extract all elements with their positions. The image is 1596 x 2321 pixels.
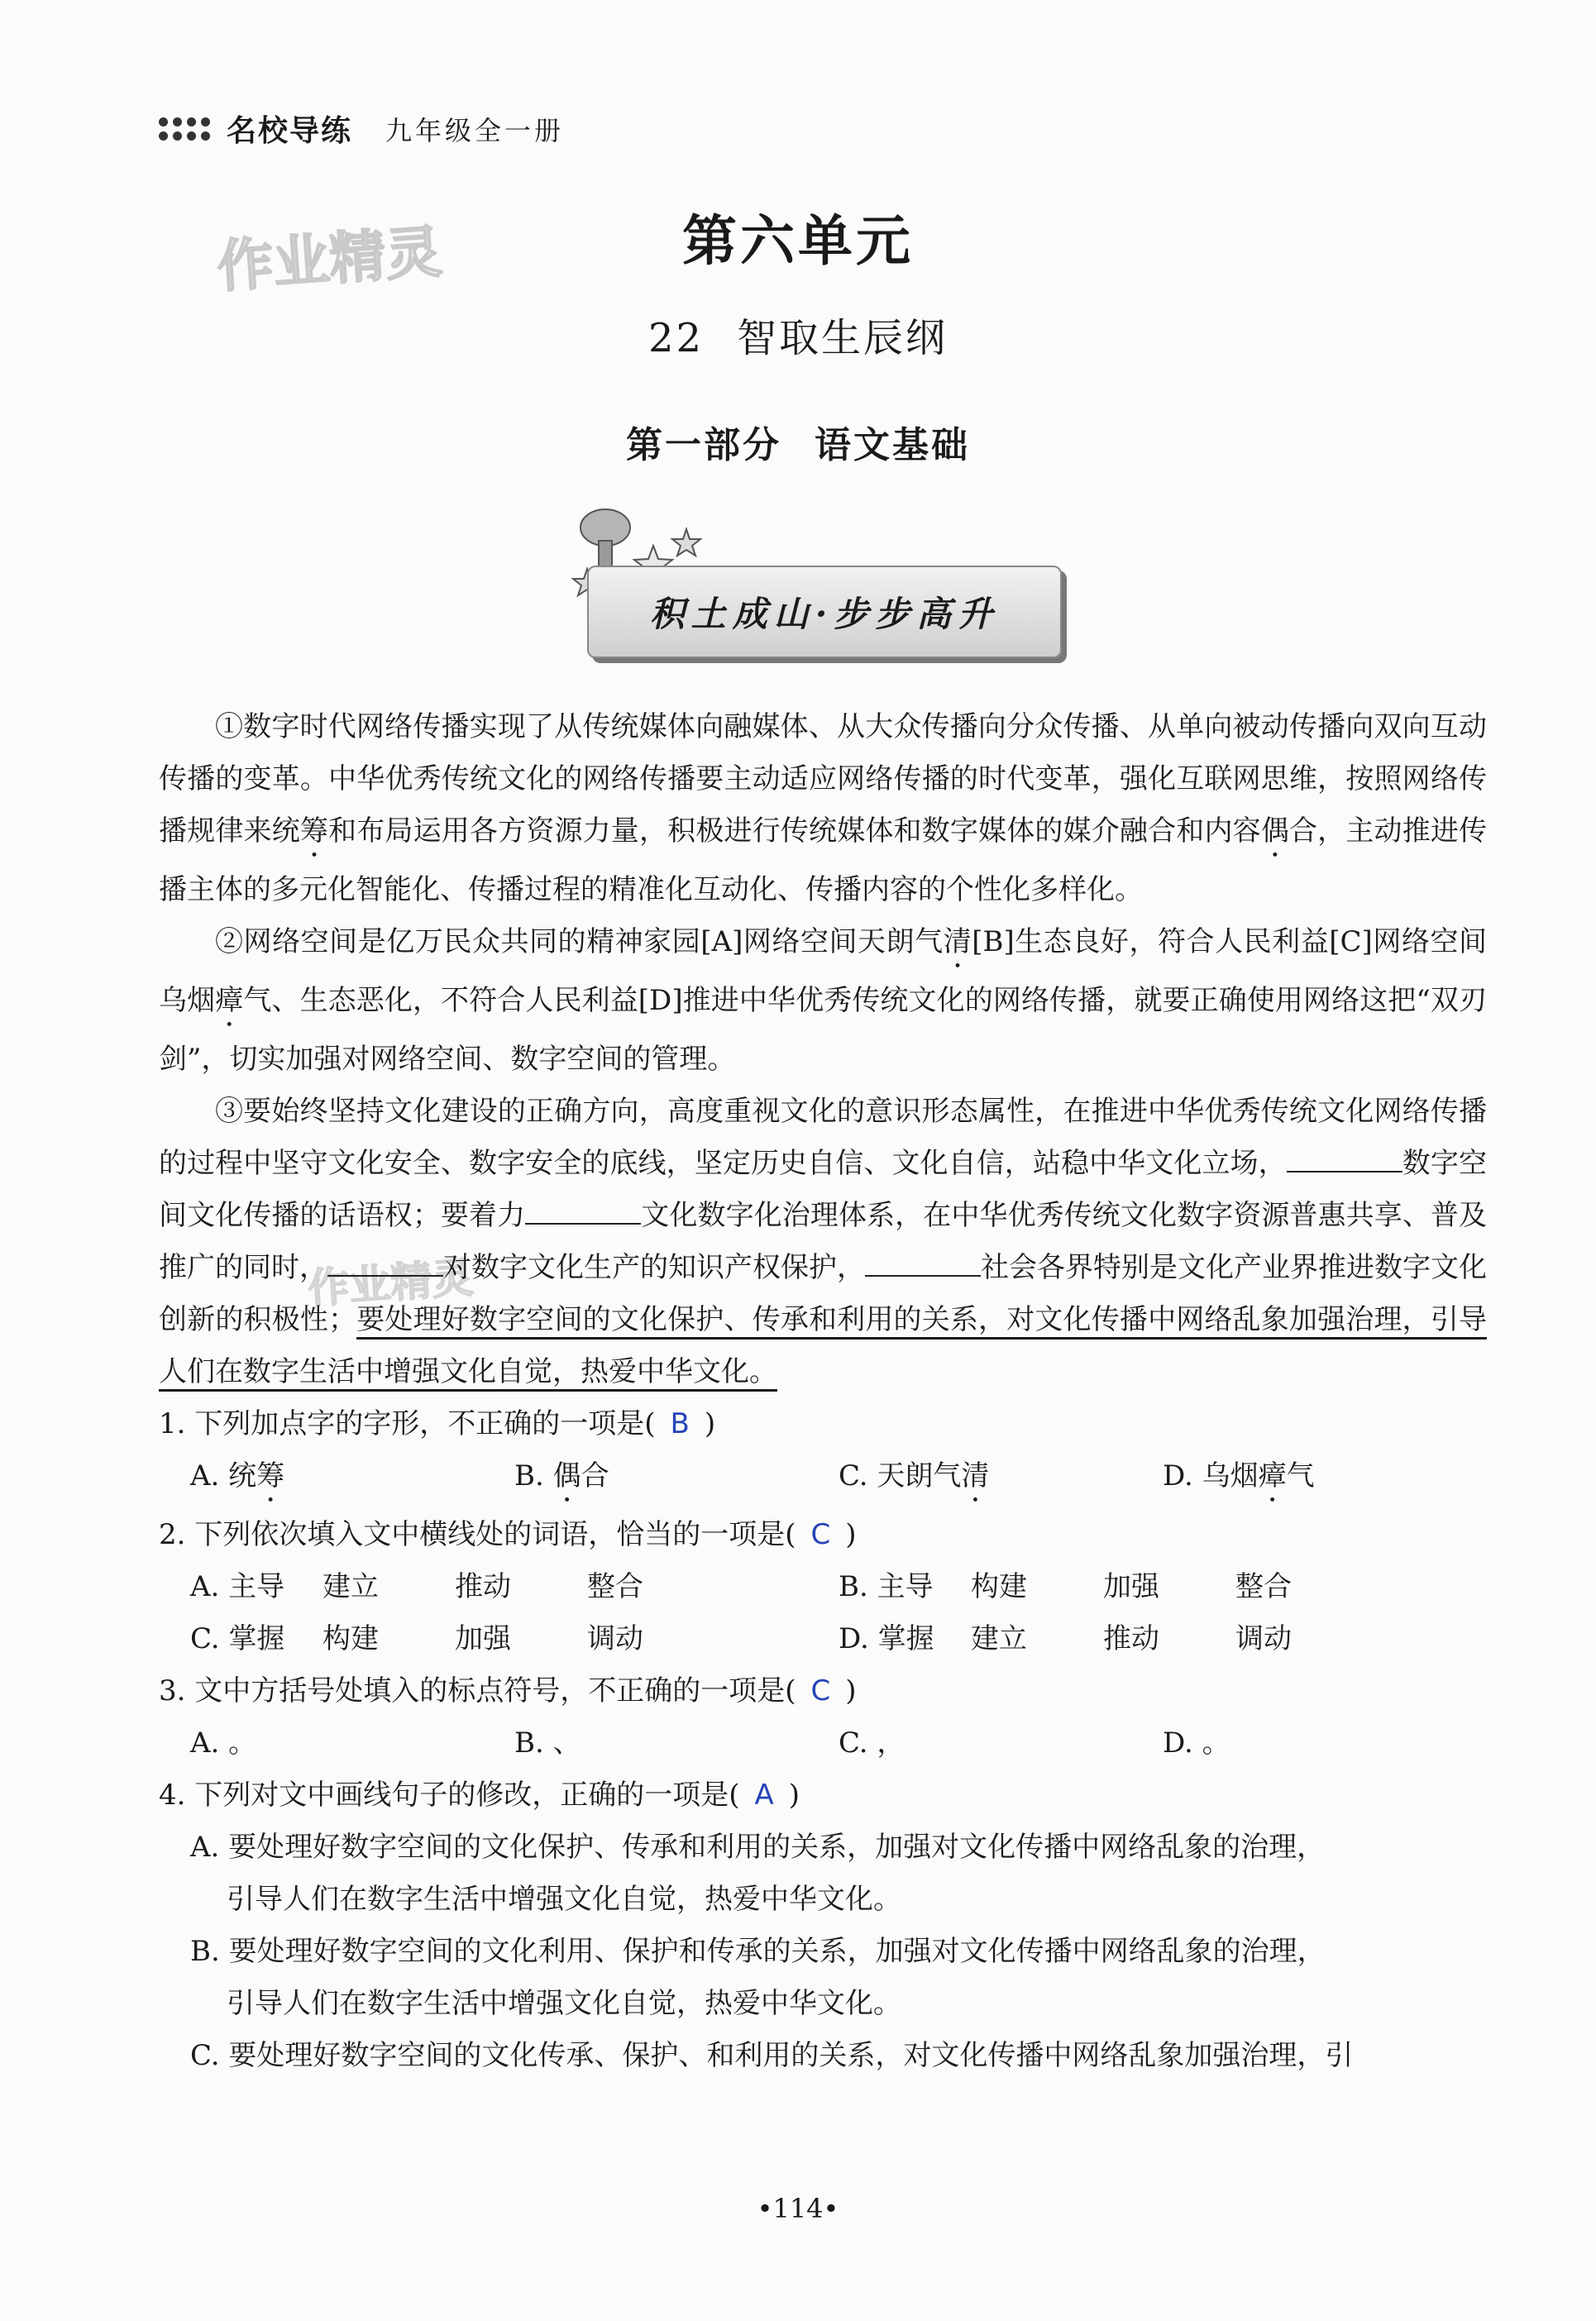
option-3a[interactable]: A. 。: [190, 1726, 257, 1760]
option-4b[interactable]: B. 要处理好数字空间的文化利用、保护和传承的关系，加强对文化传播中网络乱象的治理， 引导人们在数字生活中增强文化自觉，热爱中华文化。: [190, 1935, 1326, 2020]
lesson-title: 智取生辰纲: [737, 315, 949, 361]
answer-1: B: [670, 1407, 690, 1440]
passage: [159, 701, 1487, 2082]
option-2b[interactable]: B. 主导 构建 加强 整合: [839, 1570, 1292, 1603]
question-3-options: [159, 1717, 1487, 1769]
answer-4: A: [754, 1779, 774, 1812]
watermark-middle: 作业精灵: [306, 1254, 475, 1313]
fill-blank-2[interactable]: [525, 1195, 641, 1225]
dots-logo-icon: [159, 117, 210, 141]
option-4c[interactable]: C. 要处理好数字空间的文化传承、保护、和利用的关系，对文化传播中网络乱象加强治理，引: [190, 2039, 1354, 2072]
part-name: 语文基础: [815, 424, 970, 466]
part-label: 第一部分: [626, 424, 781, 466]
grade-label: 九年级全一册: [385, 114, 565, 146]
question-1-options: [159, 1450, 1487, 1509]
page-header: [159, 107, 564, 150]
passage-paragraph-2: ②网络空间是亿万民众共同的精神家园[A]网络空间天朗气清[B]生态良好，符合人民利益[C]网络空间乌烟瘴气、生态恶化，不符合人民利益[D]推进中华优秀传统文化的网络传播，就要正确使用网络这把“双刃剑”，切实加强对网络空间、数字空间的管理。: [159, 925, 1488, 1076]
option-2d[interactable]: D. 掌握 建立 推动 调动: [839, 1622, 1292, 1655]
underlined-sentence: 要处理好数字空间的文化保护、传承和利用的关系，对文化传播中网络乱象加强治理，引导人们在数字生活中增强文化自觉，热爱中华文化。: [159, 1303, 1488, 1388]
question-3: 3. 文中方括号处填入的标点符号，不正确的一项是( C ): [159, 1674, 857, 1707]
unit-title: 第六单元: [682, 208, 914, 273]
option-2a[interactable]: A. 主导 建立 推动 整合: [190, 1570, 643, 1603]
page-number: •114•: [757, 2193, 839, 2224]
question-2-options-row-1: [159, 1561, 1487, 1613]
lesson-number: 22: [647, 315, 705, 361]
question-1: 1. 下列加点字的字形，不正确的一项是( B ): [159, 1407, 716, 1440]
passage-paragraph-1: ①数字时代网络传播实现了从传统媒体向融媒体、从大众传播向分众传播、从单向被动传播向双向互动传播的变革。中华优秀传统文化的网络传播要主动适应网络传播的时代变革，强化互联网思维，按照网络传播规律来统筹和布局运用各方资源力量，积极进行传统媒体和数字媒体的媒介融合和内容偶合，主动推进传播主体的多元化智能化、传播过程的精准化互动化、传播内容的个性化多样化。: [159, 710, 1488, 906]
option-1a[interactable]: A. 统筹: [190, 1459, 285, 1492]
fill-blank-4[interactable]: [865, 1247, 981, 1277]
passage-paragraph-3: ③要始终坚持文化建设的正确方向，高度重视文化的意识形态属性，在推进中华优秀传统文化网络传播的过程中坚守文化安全、数字安全的底线，坚定历史自信、文化自信，站稳中华文化立场， 数字空间文化传播的话语权；要着力 文化数字化治理体系，在中华优秀传统文化数字资源普惠共享、普及推广的同时， 对数字文化生产的知识产权保护， 社会各界特别是文化产业界推进数字文化创新的积极性；要处理好数字空间的文化保护、传承和利用的关系，对文化传播中网络乱象加强治理，引导人们在数字生活中增强文化自觉，热爱中华文化。: [159, 1095, 1488, 1388]
fill-blank-3[interactable]: [327, 1247, 443, 1277]
part-heading: [0, 415, 1596, 468]
question-2-options-row-2: [159, 1613, 1487, 1665]
banner-label: 积土成山·步步高升: [587, 566, 1062, 658]
option-1b[interactable]: B. 偶合: [514, 1459, 609, 1492]
option-4a[interactable]: A. 要处理好数字空间的文化保护、传承和利用的关系，加强对文化传播中网络乱象的治理， 引导人们在数字生活中增强文化自觉，热爱中华文化。: [190, 1831, 1326, 1916]
answer-3: C: [810, 1674, 831, 1707]
option-3d[interactable]: D. 。: [1163, 1726, 1230, 1760]
option-3b[interactable]: B. 、: [514, 1726, 581, 1760]
fill-blank-1[interactable]: [1287, 1143, 1402, 1172]
brand-name: 名校导练: [227, 114, 353, 148]
option-1d[interactable]: D. 乌烟瘴气: [1163, 1459, 1315, 1492]
answer-2: C: [810, 1518, 831, 1551]
section-banner: [562, 496, 1075, 670]
watermark-top: 作业精灵: [214, 219, 444, 301]
option-2c[interactable]: C. 掌握 构建 加强 调动: [190, 1622, 643, 1655]
question-4: 4. 下列对文中画线句子的修改，正确的一项是( A ): [159, 1779, 800, 1812]
question-2: 2. 下列依次填入文中横线处的词语，恰当的一项是( C ): [159, 1518, 857, 1551]
option-3c[interactable]: C. ，: [839, 1726, 906, 1760]
lesson-heading: [0, 306, 1596, 363]
option-1c[interactable]: C. 天朗气清: [839, 1459, 990, 1492]
